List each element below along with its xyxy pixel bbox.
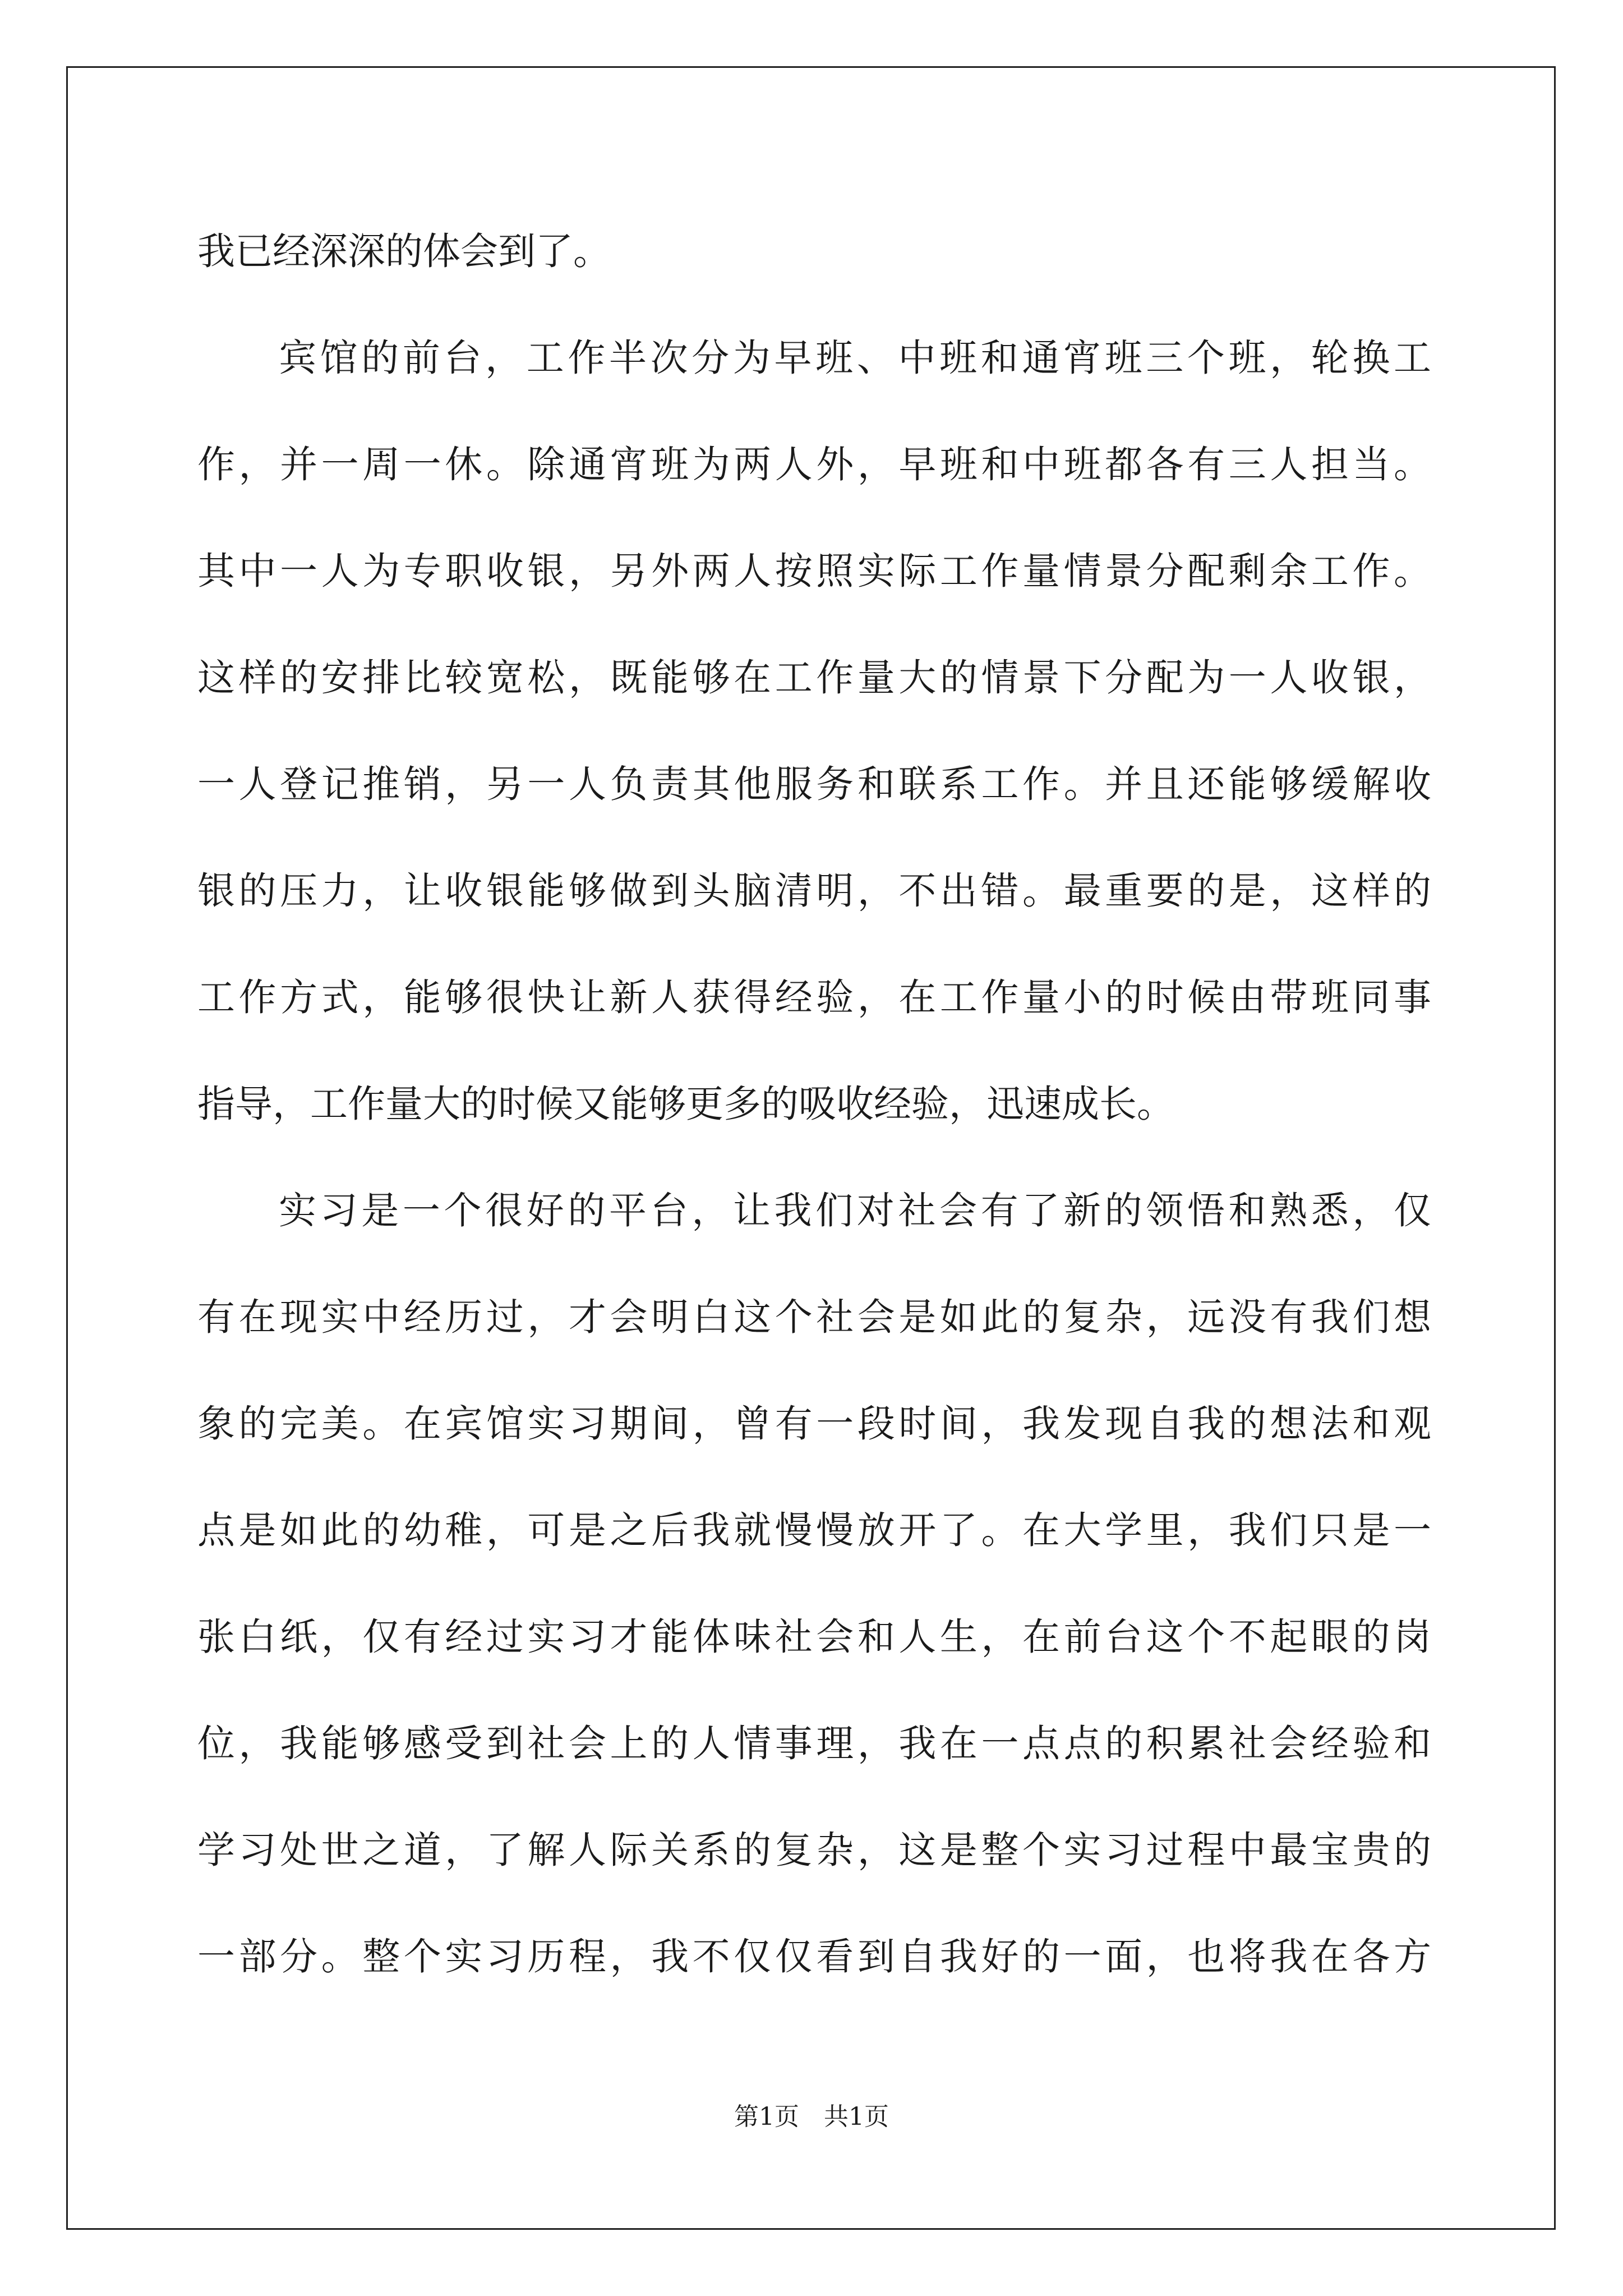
text-line: 指导，工作量大的时候又能够更多的吸收经验，迅速成长。 xyxy=(197,1082,1174,1126)
text-line: 宾馆的前台，工作半次分为早班、中班和通宵班三个班，轮换工 xyxy=(279,336,1431,380)
text-line: 工作方式，能够很快让新人获得经验，在工作量小的时候由带班同事 xyxy=(197,976,1431,1019)
text-line: 点是如此的幼稚，可是之后我就慢慢放开了。在大学里，我们只是一 xyxy=(197,1508,1431,1552)
page-total: 共1页 xyxy=(824,2102,889,2131)
page-footer xyxy=(0,2100,1623,2134)
document-body xyxy=(197,218,1431,2030)
text-line: 这样的安排比较宽松，既能够在工作量大的情景下分配为一人收银， xyxy=(197,656,1431,700)
text-line: 有在现实中经历过，才会明白这个社会是如此的复杂，远没有我们想 xyxy=(197,1295,1431,1339)
text-line: 张白纸，仅有经过实习才能体味社会和人生，在前台这个不起眼的岗 xyxy=(197,1615,1431,1659)
text-line: 银的压力，让收银能够做到头脑清明，不出错。最重要的是，这样的 xyxy=(197,869,1431,913)
page-number: 第1页 xyxy=(734,2102,799,2131)
text-line: 位，我能够感受到社会上的人情事理，我在一点点的积累社会经验和 xyxy=(197,1722,1431,1765)
text-line: 实习是一个很好的平台，让我们对社会有了新的领悟和熟悉，仅 xyxy=(279,1189,1431,1232)
text-line: 一部分。整个实习历程，我不仅仅看到自我好的一面，也将我在各方 xyxy=(197,1935,1431,1978)
text-line: 象的完美。在宾馆实习期间，曾有一段时间，我发现自我的想法和观 xyxy=(197,1402,1431,1446)
text-line: 学习处世之道，了解人际关系的复杂，这是整个实习过程中最宝贵的 xyxy=(197,1828,1431,1872)
text-line: 作，并一周一休。除通宵班为两人外，早班和中班都各有三人担当。 xyxy=(197,443,1431,486)
text-line: 我已经深深的体会到了。 xyxy=(197,229,611,273)
text-line: 一人登记推销，另一人负责其他服务和联系工作。并且还能够缓解收 xyxy=(197,762,1431,806)
text-line: 其中一人为专职收银，另外两人按照实际工作量情景分配剩余工作。 xyxy=(197,549,1431,593)
